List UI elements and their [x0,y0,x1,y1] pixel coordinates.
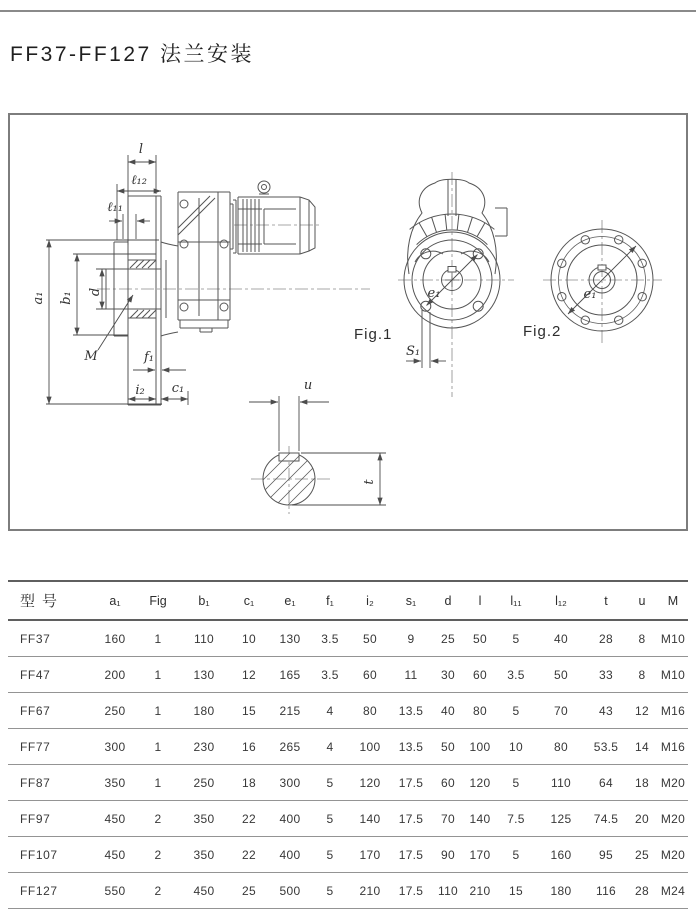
column-header: t [586,581,626,620]
table-cell: 17.5 [390,837,432,873]
table-cell: 180 [180,693,228,729]
fig1-caption: Fig.1 [354,326,393,343]
table-cell: 120 [464,765,496,801]
table-cell: 450 [94,801,136,837]
table-cell: M20 [658,765,688,801]
table-cell: 16 [228,729,270,765]
column-header: 型号 [8,581,94,620]
table-cell: 1 [136,657,180,693]
table-cell: 8 [626,620,658,657]
table-cell: 7.5 [496,801,536,837]
table-cell: 80 [464,693,496,729]
dim-label-f1: f₁ [143,350,155,365]
table-cell: 160 [94,620,136,657]
table-cell: 210 [464,873,496,909]
table-cell: FF97 [8,801,94,837]
spec-table-body [8,620,688,909]
drawing-panel [8,113,688,531]
table-cell: 13.5 [390,729,432,765]
table-cell: 53.5 [586,729,626,765]
table-row [8,801,688,837]
table-cell: 160 [536,837,586,873]
table-row [8,620,688,657]
top-divider [0,10,696,12]
table-cell: 1 [136,620,180,657]
column-header: s₁ [390,581,432,620]
side-view-gearmotor [106,181,315,405]
table-cell: 350 [180,801,228,837]
dim-label-t: t [362,479,377,485]
table-row [8,657,688,693]
dim-label-d: d [88,287,103,297]
table-cell: 50 [432,729,464,765]
dim-label-b1: b₁ [59,291,74,305]
dim-label-c1: c₁ [171,381,185,396]
dim-label-l: l [138,142,144,157]
table-cell: 8 [626,657,658,693]
column-header: u [626,581,658,620]
table-cell: 5 [310,873,350,909]
table-cell: 80 [536,729,586,765]
column-header: M [658,581,688,620]
table-row [8,729,688,765]
table-cell: M16 [658,729,688,765]
column-header: l₁₁ [496,581,536,620]
table-cell: 110 [180,620,228,657]
dim-label-e1-fig2: e₁ [583,287,597,302]
table-cell: 50 [350,620,390,657]
column-header: d [432,581,464,620]
table-cell: 250 [180,765,228,801]
table-cell: 1 [136,693,180,729]
table-cell: 170 [464,837,496,873]
table-cell: 300 [94,729,136,765]
table-cell: 9 [390,620,432,657]
centerlines [97,172,662,514]
table-cell: 17.5 [390,765,432,801]
fig2-caption: Fig.2 [523,323,562,340]
table-cell: M10 [658,620,688,657]
table-cell: FF127 [8,873,94,909]
table-cell: 230 [180,729,228,765]
table-cell: 100 [464,729,496,765]
table-cell: 5 [496,765,536,801]
column-header: l [464,581,496,620]
table-row [8,693,688,729]
table-cell: 25 [432,620,464,657]
table-cell: 300 [270,765,310,801]
table-cell: 12 [228,657,270,693]
table-cell: 4 [310,729,350,765]
table-cell: 170 [350,837,390,873]
table-cell: 11 [390,657,432,693]
dim-label-u: u [303,378,313,393]
table-cell: 400 [270,801,310,837]
page-title: FF37-FF127 法兰安装 [10,43,255,66]
table-cell: FF77 [8,729,94,765]
table-cell: 25 [626,837,658,873]
table-cell: 90 [432,837,464,873]
table-cell: 130 [180,657,228,693]
table-cell: 43 [586,693,626,729]
table-cell: 10 [496,729,536,765]
table-cell: 15 [496,873,536,909]
column-header: a₁ [94,581,136,620]
table-cell: 5 [310,765,350,801]
column-header: i₂ [350,581,390,620]
table-cell: 500 [270,873,310,909]
table-cell: FF87 [8,765,94,801]
table-cell: 40 [536,620,586,657]
column-header: e₁ [270,581,310,620]
dim-label-a1: a₁ [31,291,46,305]
table-cell: 17.5 [390,873,432,909]
column-header: l₁₂ [536,581,586,620]
table-cell: 22 [228,837,270,873]
table-cell: FF47 [8,657,94,693]
table-cell: FF37 [8,620,94,657]
table-cell: 50 [464,620,496,657]
table-cell: 50 [536,657,586,693]
table-cell: 14 [626,729,658,765]
table-cell: 60 [464,657,496,693]
technical-drawing [10,115,686,529]
dim-label-e1-fig1: e₁ [427,286,441,301]
table-cell: M20 [658,801,688,837]
table-cell: 265 [270,729,310,765]
table-row [8,765,688,801]
table-cell: FF107 [8,837,94,873]
dim-label-l11: ℓ₁₁ [107,200,123,215]
table-cell: 3.5 [496,657,536,693]
table-cell: 70 [432,801,464,837]
table-cell: 210 [350,873,390,909]
table-cell: 80 [350,693,390,729]
table-cell: 140 [464,801,496,837]
table-cell: 70 [536,693,586,729]
spec-table-header-row [8,581,688,620]
table-cell: 140 [350,801,390,837]
column-header: b₁ [180,581,228,620]
dim-label-i2: i₂ [135,383,145,398]
table-cell: 95 [586,837,626,873]
table-cell: 18 [626,765,658,801]
table-cell: 30 [432,657,464,693]
table-cell: 350 [94,765,136,801]
table-cell: 250 [94,693,136,729]
table-cell: M10 [658,657,688,693]
table-cell: 350 [180,837,228,873]
dim-label-l12: ℓ₁₂ [131,173,147,188]
table-row [8,837,688,873]
table-cell: 3.5 [310,620,350,657]
column-header: c₁ [228,581,270,620]
table-cell: 22 [228,801,270,837]
table-cell: 1 [136,729,180,765]
table-cell: 5 [310,801,350,837]
table-cell: M20 [658,837,688,873]
fig1-front-view [404,179,507,328]
table-cell: 450 [180,873,228,909]
table-cell: M24 [658,873,688,909]
table-cell: 20 [626,801,658,837]
dim-label-s1: S₁ [405,344,421,359]
table-cell: 2 [136,801,180,837]
table-cell: 18 [228,765,270,801]
column-header: f₁ [310,581,350,620]
table-cell: 2 [136,837,180,873]
table-row [8,873,688,909]
table-cell: 5 [496,837,536,873]
table-cell: M16 [658,693,688,729]
table-cell: 28 [586,620,626,657]
table-cell: 12 [626,693,658,729]
table-cell: 1 [136,765,180,801]
table-cell: 15 [228,693,270,729]
dim-label-M: M [84,349,98,364]
table-cell: 130 [270,620,310,657]
table-cell: 215 [270,693,310,729]
table-cell: 180 [536,873,586,909]
table-cell: 116 [586,873,626,909]
table-cell: 74.5 [586,801,626,837]
table-cell: 5 [496,620,536,657]
table-cell: 25 [228,873,270,909]
table-cell: 400 [270,837,310,873]
table-cell: 60 [350,657,390,693]
table-cell: 120 [350,765,390,801]
table-cell: 450 [94,837,136,873]
table-cell: 40 [432,693,464,729]
table-cell: 5 [496,693,536,729]
table-cell: FF67 [8,693,94,729]
table-cell: 4 [310,693,350,729]
table-cell: 550 [94,873,136,909]
table-cell: 200 [94,657,136,693]
table-cell: 13.5 [390,693,432,729]
table-cell: 5 [310,837,350,873]
table-cell: 3.5 [310,657,350,693]
table-cell: 10 [228,620,270,657]
table-cell: 110 [536,765,586,801]
table-cell: 2 [136,873,180,909]
table-cell: 110 [432,873,464,909]
table-cell: 28 [626,873,658,909]
spec-table [8,580,688,909]
table-cell: 165 [270,657,310,693]
table-cell: 60 [432,765,464,801]
column-header: Fig [136,581,180,620]
table-cell: 33 [586,657,626,693]
table-cell: 64 [586,765,626,801]
table-cell: 100 [350,729,390,765]
table-cell: 17.5 [390,801,432,837]
table-cell: 125 [536,801,586,837]
